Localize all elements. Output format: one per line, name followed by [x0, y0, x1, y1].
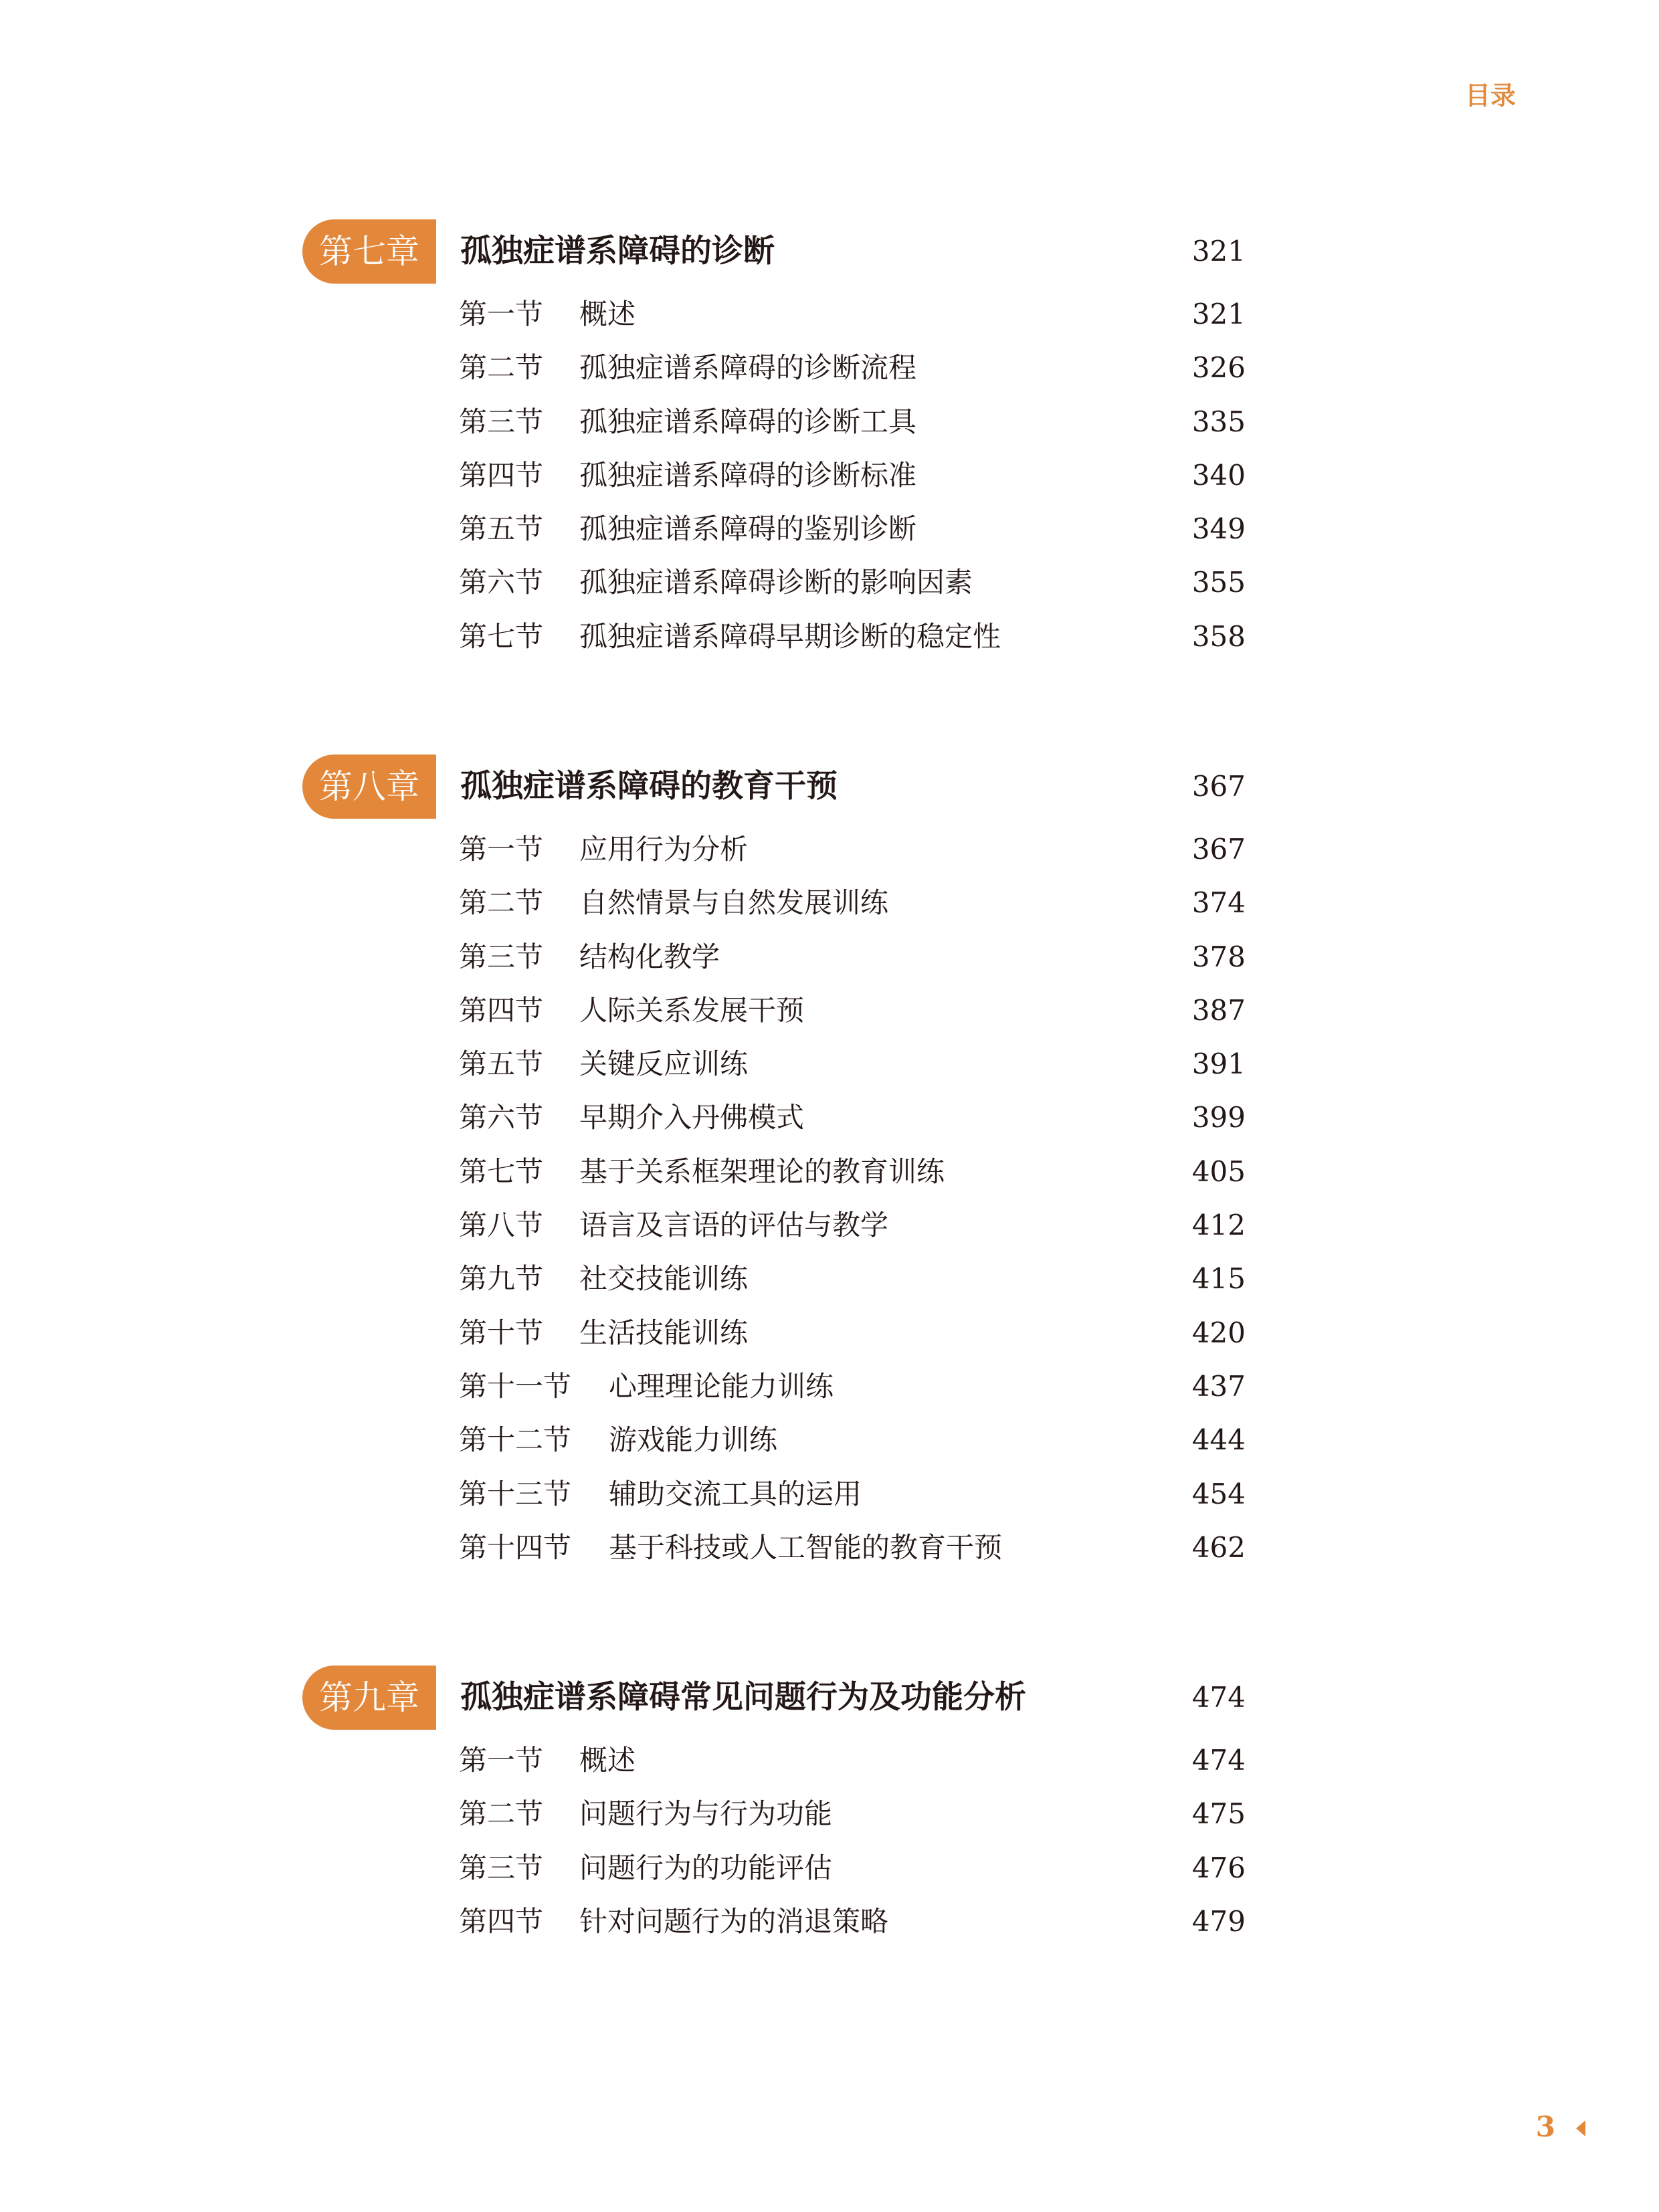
section-title: 孤独症谱系障碍的诊断标准: [579, 458, 917, 492]
chapter-title: 孤独症谱系障碍常见问题行为及功能分析: [460, 1679, 1026, 1716]
toc-entry[interactable]: [302, 449, 1246, 502]
section-page-number: 479: [1191, 1904, 1246, 1938]
chapter-badge: 第九章: [302, 1666, 436, 1730]
toc-entry[interactable]: [302, 930, 1246, 984]
section-list: [302, 288, 1246, 664]
section-title: 基于科技或人工智能的教育干预: [609, 1530, 1003, 1564]
section-label: 第五节: [459, 512, 544, 546]
section-label: 第四节: [459, 1904, 544, 1938]
chapter-page-number: 474: [1191, 1681, 1246, 1714]
chapter-title: 孤独症谱系障碍的诊断: [460, 233, 775, 270]
chapter-heading[interactable]: [302, 219, 1246, 284]
section-page-number: 349: [1191, 512, 1246, 546]
section-page-number: 355: [1191, 566, 1246, 599]
section-label: 第七节: [459, 619, 544, 653]
toc-entry[interactable]: [302, 395, 1246, 449]
section-label: 第一节: [459, 833, 544, 866]
toc-entry[interactable]: [302, 502, 1246, 556]
section-page-number: 358: [1191, 619, 1246, 653]
section-page-number: 399: [1191, 1101, 1246, 1134]
toc-entry[interactable]: [302, 1413, 1246, 1467]
chapter-7: [302, 219, 1246, 664]
chapter-page-number: 321: [1191, 235, 1246, 268]
toc-entry[interactable]: [302, 876, 1246, 930]
toc-entry[interactable]: [302, 1734, 1246, 1787]
toc-entry[interactable]: [302, 823, 1246, 876]
section-page-number: 462: [1191, 1530, 1246, 1564]
chapter-title: 孤独症谱系障碍的教育干预: [460, 768, 838, 805]
section-label: 第三节: [459, 940, 544, 973]
toc-entry[interactable]: [302, 556, 1246, 609]
section-title: 概述: [579, 1744, 636, 1777]
toc-entry[interactable]: [302, 610, 1246, 664]
section-title: 辅助交流工具的运用: [609, 1477, 862, 1510]
section-title: 孤独症谱系障碍诊断的影响因素: [579, 566, 973, 599]
section-label: 第二节: [459, 886, 544, 920]
section-label: 第七节: [459, 1154, 544, 1188]
section-label: 第一节: [459, 1744, 544, 1777]
triangle-left-icon: [1576, 2120, 1585, 2136]
chapter-heading[interactable]: [302, 755, 1246, 819]
chapter-badge: 第八章: [302, 755, 436, 819]
section-page-number: 405: [1191, 1154, 1246, 1188]
section-page-number: 387: [1191, 993, 1246, 1027]
section-page-number: 321: [1191, 298, 1246, 330]
running-header-title: 目录: [1464, 80, 1516, 110]
toc-entry[interactable]: [302, 1841, 1246, 1895]
section-label: 第六节: [459, 1101, 544, 1134]
toc-entry[interactable]: [302, 1037, 1246, 1091]
page-number: 3: [1535, 2110, 1555, 2143]
toc-entry[interactable]: [302, 1252, 1246, 1306]
section-page-number: 326: [1191, 351, 1246, 385]
section-page-number: 437: [1191, 1369, 1246, 1403]
section-title: 孤独症谱系障碍早期诊断的稳定性: [579, 619, 1001, 653]
section-title: 应用行为分析: [579, 833, 749, 866]
toc-entry[interactable]: [302, 1521, 1246, 1575]
section-page-number: 335: [1191, 405, 1246, 438]
section-title: 孤独症谱系障碍的鉴别诊断: [579, 512, 917, 546]
section-page-number: 420: [1191, 1316, 1246, 1349]
toc-entry[interactable]: [302, 341, 1246, 395]
section-title: 关键反应训练: [579, 1047, 749, 1081]
section-title: 心理理论能力训练: [609, 1369, 834, 1403]
section-title: 早期介入丹佛模式: [579, 1101, 805, 1134]
section-page-number: 475: [1191, 1797, 1246, 1831]
toc-entry[interactable]: [302, 1468, 1246, 1521]
section-page-number: 391: [1191, 1047, 1246, 1081]
section-page-number: 340: [1191, 458, 1246, 492]
toc-entry[interactable]: [302, 288, 1246, 341]
section-label: 第四节: [459, 458, 544, 492]
section-page-number: 412: [1191, 1209, 1246, 1242]
toc-entry[interactable]: [302, 984, 1246, 1037]
section-title: 游戏能力训练: [609, 1423, 778, 1457]
section-title: 孤独症谱系障碍的诊断流程: [579, 351, 917, 385]
section-label: 第九节: [459, 1262, 544, 1296]
section-label: 第三节: [459, 405, 544, 438]
toc-entry[interactable]: [302, 1787, 1246, 1841]
section-list: [302, 823, 1246, 1575]
section-title: 生活技能训练: [579, 1316, 749, 1349]
section-page-number: 454: [1191, 1477, 1246, 1510]
section-page-number: 374: [1191, 886, 1246, 920]
section-title: 结构化教学: [579, 940, 720, 973]
section-page-number: 415: [1191, 1262, 1246, 1296]
section-title: 孤独症谱系障碍的诊断工具: [579, 405, 917, 438]
chapter-page-number: 367: [1191, 770, 1246, 803]
chapter-badge: 第七章: [302, 219, 436, 284]
section-title: 问题行为与行为功能: [579, 1797, 833, 1831]
section-page-number: 378: [1191, 940, 1246, 973]
section-page-number: 474: [1191, 1744, 1246, 1777]
section-label: 第十二节: [459, 1423, 572, 1457]
section-label: 第十三节: [459, 1477, 572, 1510]
section-page-number: 476: [1191, 1851, 1246, 1884]
section-label: 第六节: [459, 566, 544, 599]
section-title: 语言及言语的评估与教学: [579, 1209, 889, 1242]
chapter-9: [302, 1666, 1246, 1948]
section-label: 第十节: [459, 1316, 544, 1349]
section-title: 问题行为的功能评估: [579, 1851, 833, 1884]
section-title: 社交技能训练: [579, 1262, 749, 1296]
section-label: 第八节: [459, 1209, 544, 1242]
toc-entry[interactable]: [302, 1306, 1246, 1360]
section-label: 第五节: [459, 1047, 544, 1081]
section-label: 第十一节: [459, 1369, 572, 1403]
section-title: 针对问题行为的消退策略: [579, 1904, 889, 1938]
section-label: 第二节: [459, 1797, 544, 1831]
section-label: 第二节: [459, 351, 544, 385]
section-title: 自然情景与自然发展训练: [579, 886, 889, 920]
section-label: 第十四节: [459, 1530, 572, 1564]
section-title: 概述: [579, 298, 636, 330]
toc-entry[interactable]: [302, 1199, 1246, 1252]
chapter-8: [302, 755, 1246, 1575]
section-title: 基于关系框架理论的教育训练: [579, 1154, 945, 1188]
toc-entry[interactable]: [302, 1145, 1246, 1199]
section-page-number: 367: [1191, 833, 1246, 866]
section-label: 第一节: [459, 298, 544, 330]
chapter-heading[interactable]: [302, 1666, 1246, 1730]
section-label: 第三节: [459, 1851, 544, 1884]
section-label: 第四节: [459, 993, 544, 1027]
toc-entry[interactable]: [302, 1360, 1246, 1413]
section-page-number: 444: [1191, 1423, 1246, 1457]
section-title: 人际关系发展干预: [579, 993, 805, 1027]
section-list: [302, 1734, 1246, 1948]
toc-entry[interactable]: [302, 1091, 1246, 1144]
toc-entry[interactable]: [302, 1895, 1246, 1948]
